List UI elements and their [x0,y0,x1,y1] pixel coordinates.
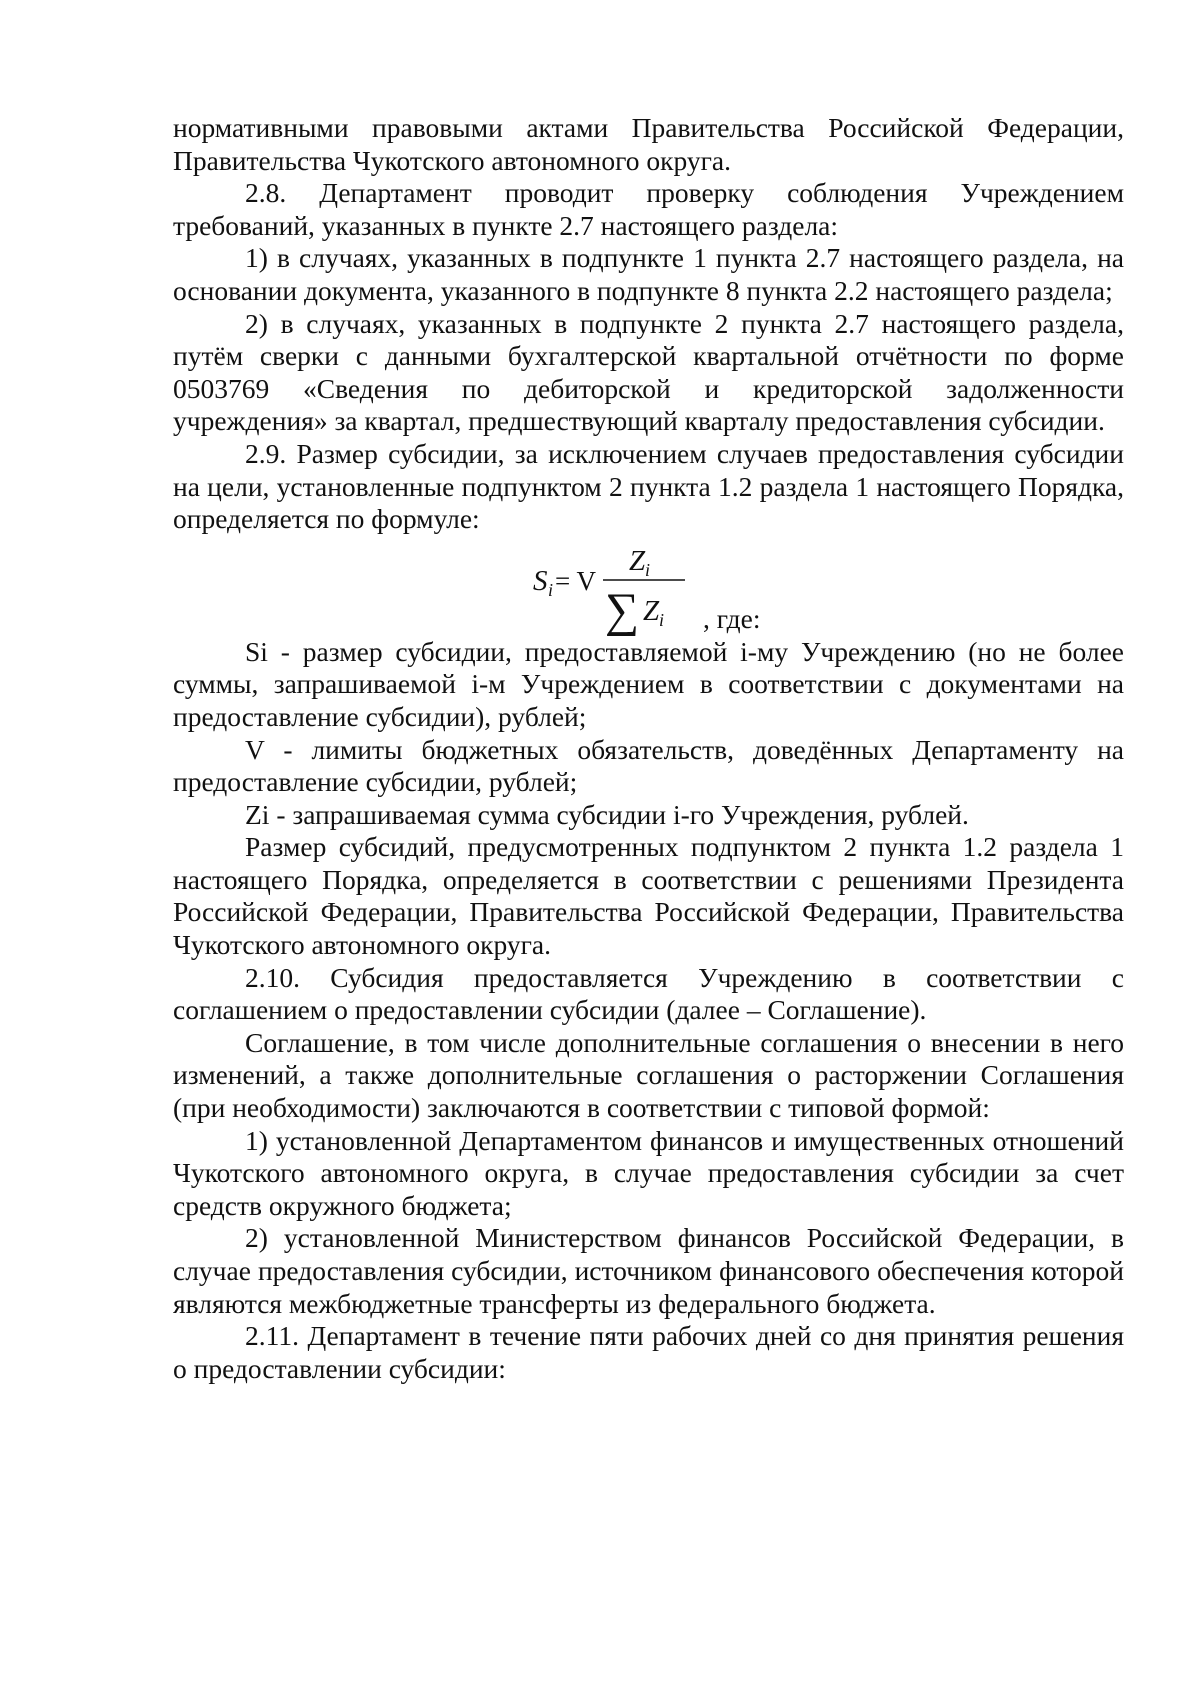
document-page [173,112,1124,1385]
paragraph-2-8-item-1: 1) в случаях, указанных в подпункте 1 пункта 2.7 настоящего раздела, на основании документа, указанного в подпункте 8 пункта 2.2 настоящего раздела; [173,242,1124,306]
paragraph-2-10: 2.10. Субсидия предоставляется Учреждению в соответствии с соглашением о предоставлении субсидии (далее – Соглашение). [173,961,1124,1026]
paragraph-2-8: 2.8. Департамент проводит проверку соблюдения Учреждением требований, указанных в пункте 2.7 настоящего раздела: [173,177,1124,241]
formula-numerator: Z [629,544,646,577]
paragraph-agreement: Соглашение, в том числе дополнительные соглашения о внесении в него изменений, а также дополнительные соглашения о расторжении Соглашения (при необходимости) заключаются в соответствии с типовой формой: [173,1026,1124,1124]
paragraph-2-9: 2.9. Размер субсидии, за исключением случаев предоставления субсидии на цели, установленные подпунктом 2 пункта 1.2 раздела 1 настоящего Порядка, определяется по формуле: [173,437,1124,535]
definition-si: Si - размер субсидии, предоставляемой i-му Учреждению (но не более суммы, запрашиваемой i-м Учреждением в соответствии с документами на предоставление субсидии), рублей; [173,635,1124,732]
formula-where: , где: [703,602,761,634]
definition-zi: Zi - запрашиваемая сумма субсидии i-го Учреждения, рублей. [245,798,969,830]
definition-v: V - лимиты бюджетных обязательств, доведённых Департаменту на предоставление субсидии, рублей; [173,733,1124,798]
paragraph-subsidy-size: Размер субсидий, предусмотренных подпунктом 2 пункта 1.2 раздела 1 настоящего Порядка, определяется в соответствии с решениями Президента Российской Федерации, Правительства Российской Федерации, Правительства Чукотского автономного округа. [173,831,1124,961]
formula-numerator-sub: i [645,559,651,580]
paragraph-agreement-item-2: 2) установленной Министерством финансов Российской Федерации, в случае предоставления субсидии, источником финансового обеспечения которой являются межбюджетные трансферты из федерального бюджета. [173,1222,1124,1319]
paragraph-2-11: 2.11. Департамент в течение пяти рабочих дней со дня принятия решения о предоставлении субсидии: [173,1320,1124,1384]
paragraph-continuation: нормативными правовыми актами Правительства Российской Федерации, Правительства Чукотского автономного округа. [173,112,1124,176]
formula-lhs: S [533,564,548,597]
formula-equals-v: = V [555,565,596,596]
formula-graphic [533,536,713,636]
formula-denominator: Z [643,594,660,627]
formula-denominator-sub: i [659,609,665,630]
formula-sum-symbol: ∑ [605,583,640,636]
paragraph-2-8-item-2: 2) в случаях, указанных в подпункте 2 пункта 2.7 настоящего раздела, путём сверки с данными бухгалтерской квартальной отчётности по форме 0503769 «Сведения по дебиторской и кредиторской задолженности учреждения» за квартал, предшествующий кварталу предоставления субсидии. [173,307,1124,437]
formula-lhs-sub: i [548,579,554,600]
paragraph-agreement-item-1: 1) установленной Департаментом финансов и имущественных отношений Чукотского автономного округа, в случае предоставления субсидии за счет средств окружного бюджета; [173,1124,1124,1221]
subsidy-formula [173,536,1124,636]
